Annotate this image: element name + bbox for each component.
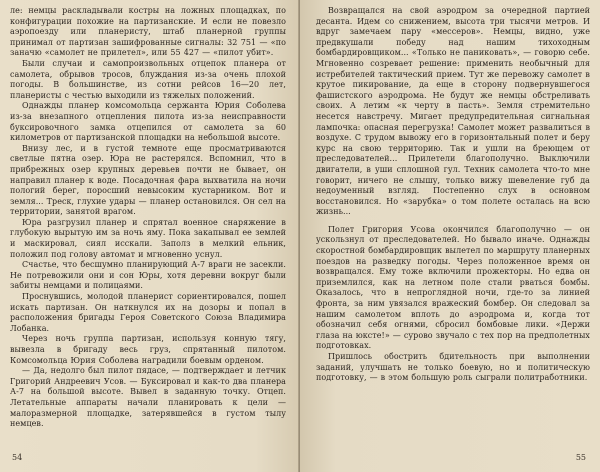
paragraph: Однажды планер комсомольца сержанта Юрия Соболева из-за внезапного отцепления пилота из-за неисправности буксировочного замка отцепился от самолета за 60 километров от партизанской площадки на небольшой высоте. [10, 101, 286, 143]
paragraph: Внизу лес, и в густой темноте еще просматриваются светлые пятна озер. Юра не растерялся. Вспомнил, что в прибрежных озер крупных деревьев почти не бывает, он направил планер к воде. Посадочная фара выхватила на ночи пологий берег, поросший невысоким кустарником. Вот и земля... Треск, глухие удары — планер остановился. Он сел на территории, занятой врагом. [10, 143, 286, 217]
left-page-text [10, 6, 286, 430]
page-number: 54 [12, 453, 23, 462]
paragraph: Пришлось обострить бдительность при выполнении заданий, улучшать не только боевую, но и политическую подготовку, — в этом большую роль сыграли политработники. [316, 352, 590, 383]
paragraph: Проснувшись, молодой планерист сориентировался, пошел искать партизан. Он наткнулся их на дозоры и попал в расположения бригады Героя Советского Союза Владимира Лобанка. [10, 292, 286, 333]
paragraph: — Да, недолго был пилот пядасе, — подтверждает и летчик Григорий Андреевич Усов. — Буксировал и как-то два планера А-7 на большой высоте. Вывел в заданную точку. Отцеп. Летательные аппараты начали планировать к цели — малоразмерной площадке, затерявшейся в густом тылу немцев. [10, 366, 286, 429]
paragraph: Счастье, что бесшумно планирующий А-7 враги не засекли. Не потревожили они и сон Юры, хотя деревни вокруг были забиты немцами и полицаями. [10, 260, 286, 291]
paragraph: ле: немцы раскладывали костры на ложных площадках, по конфигурации похожие на партизанские. И если не повезло аэропоезду или планеристу, штаб планерной группы принимал от партизан зашифрованные сигналы: 32 751 — «по заначю «самолет не прилетел», или 55 427 — «пилот убит». [10, 6, 286, 58]
paragraph: Были случаи и самопроизвольных отцепок планера от самолета, обрывов тросов, блуждания из-за очень плохой погоды. В большинстве, из сотни рейсов 16—20 лет, планеристы с честью выходили из тяжелых положений. [10, 58, 286, 100]
paragraph: Полет Григория Усова окончился благополучно — он ускользнул от преследователей. Но бывало иначе. Однажды скоростной бомбардировщик вылетел по маршруту планерных поездов на разведку погоды. Через положенное время он возвращался. Ему тоже включили прожекторы. Но едва он приземлился, как на летном поле стали рваться бомбы. Оказалось, что в непроглядной ночи, где-то за линией фронта, за ним увязался вражеский бомбер. Он следовал за нашим самолетом вплоть до аэродрома и, когда тот обозначил себя огнями, сбросил бомбовые лики. «Держи глаза на юксте!» — сурово звучало с тех пор на предполетных подготовках. [316, 224, 590, 351]
page-number: 55 [575, 453, 586, 462]
right-page [300, 0, 600, 472]
paragraph: Юра разгрузил планер и спрятал военное снаряжение в глубокую вырытую им за ночь яму. Пока закапывал ее землей и маскировал, сиял исскали. Заполз в мелкий ельник, положил под голову автомат и мгновенно уснул. [10, 217, 286, 259]
paragraph: Возвращался на свой аэродром за очередной партией десанта. Идем со снижением, высота три тысячи метров. И вдруг замечаем пару «мессеров». Немцы, видно, уже предвкушали победу над нашим тихоходным бомбардировщиком... «Только не паниковать», — говорю себе. Мгновенно созревает решение: применить необычный для истребителей тактический прием. Тут же перевожу самолет в крутое пикирование, да еще в сторону подвернувшегося фашистского аэродрома. Не будут же немцы обстреливать своих. А летим «к черту в пасть». Земля стремительно несется навстречу. Мигает предупредительная сигнальная лампочка: опасная перегрузка! Самолет может развалиться в воздухе. С трудом вывожу его в горизонтальный полет и беру курс на свою территорию. Так и ушли на бреющем от преследователей... Прилетели благополучно. Выключили двигатели, в уши сплошной гул. Техник самолета что-то мне говорит, ничего не слышу, только вижу шевеление губ да недоуменный взгляд. Постепенно слух в основном восстановился. Но «зарубка» о том полете осталась на всю жизнь... [316, 6, 590, 217]
paragraph-spacer [316, 218, 590, 225]
paragraph: Через ночь группа партизан, используя конную тягу, вывезла в бригаду весь груз, спрятанный пилотом. Комсомольца Юрия Соболева наградили боевым орденом. [10, 334, 286, 365]
right-page-text [316, 6, 590, 384]
